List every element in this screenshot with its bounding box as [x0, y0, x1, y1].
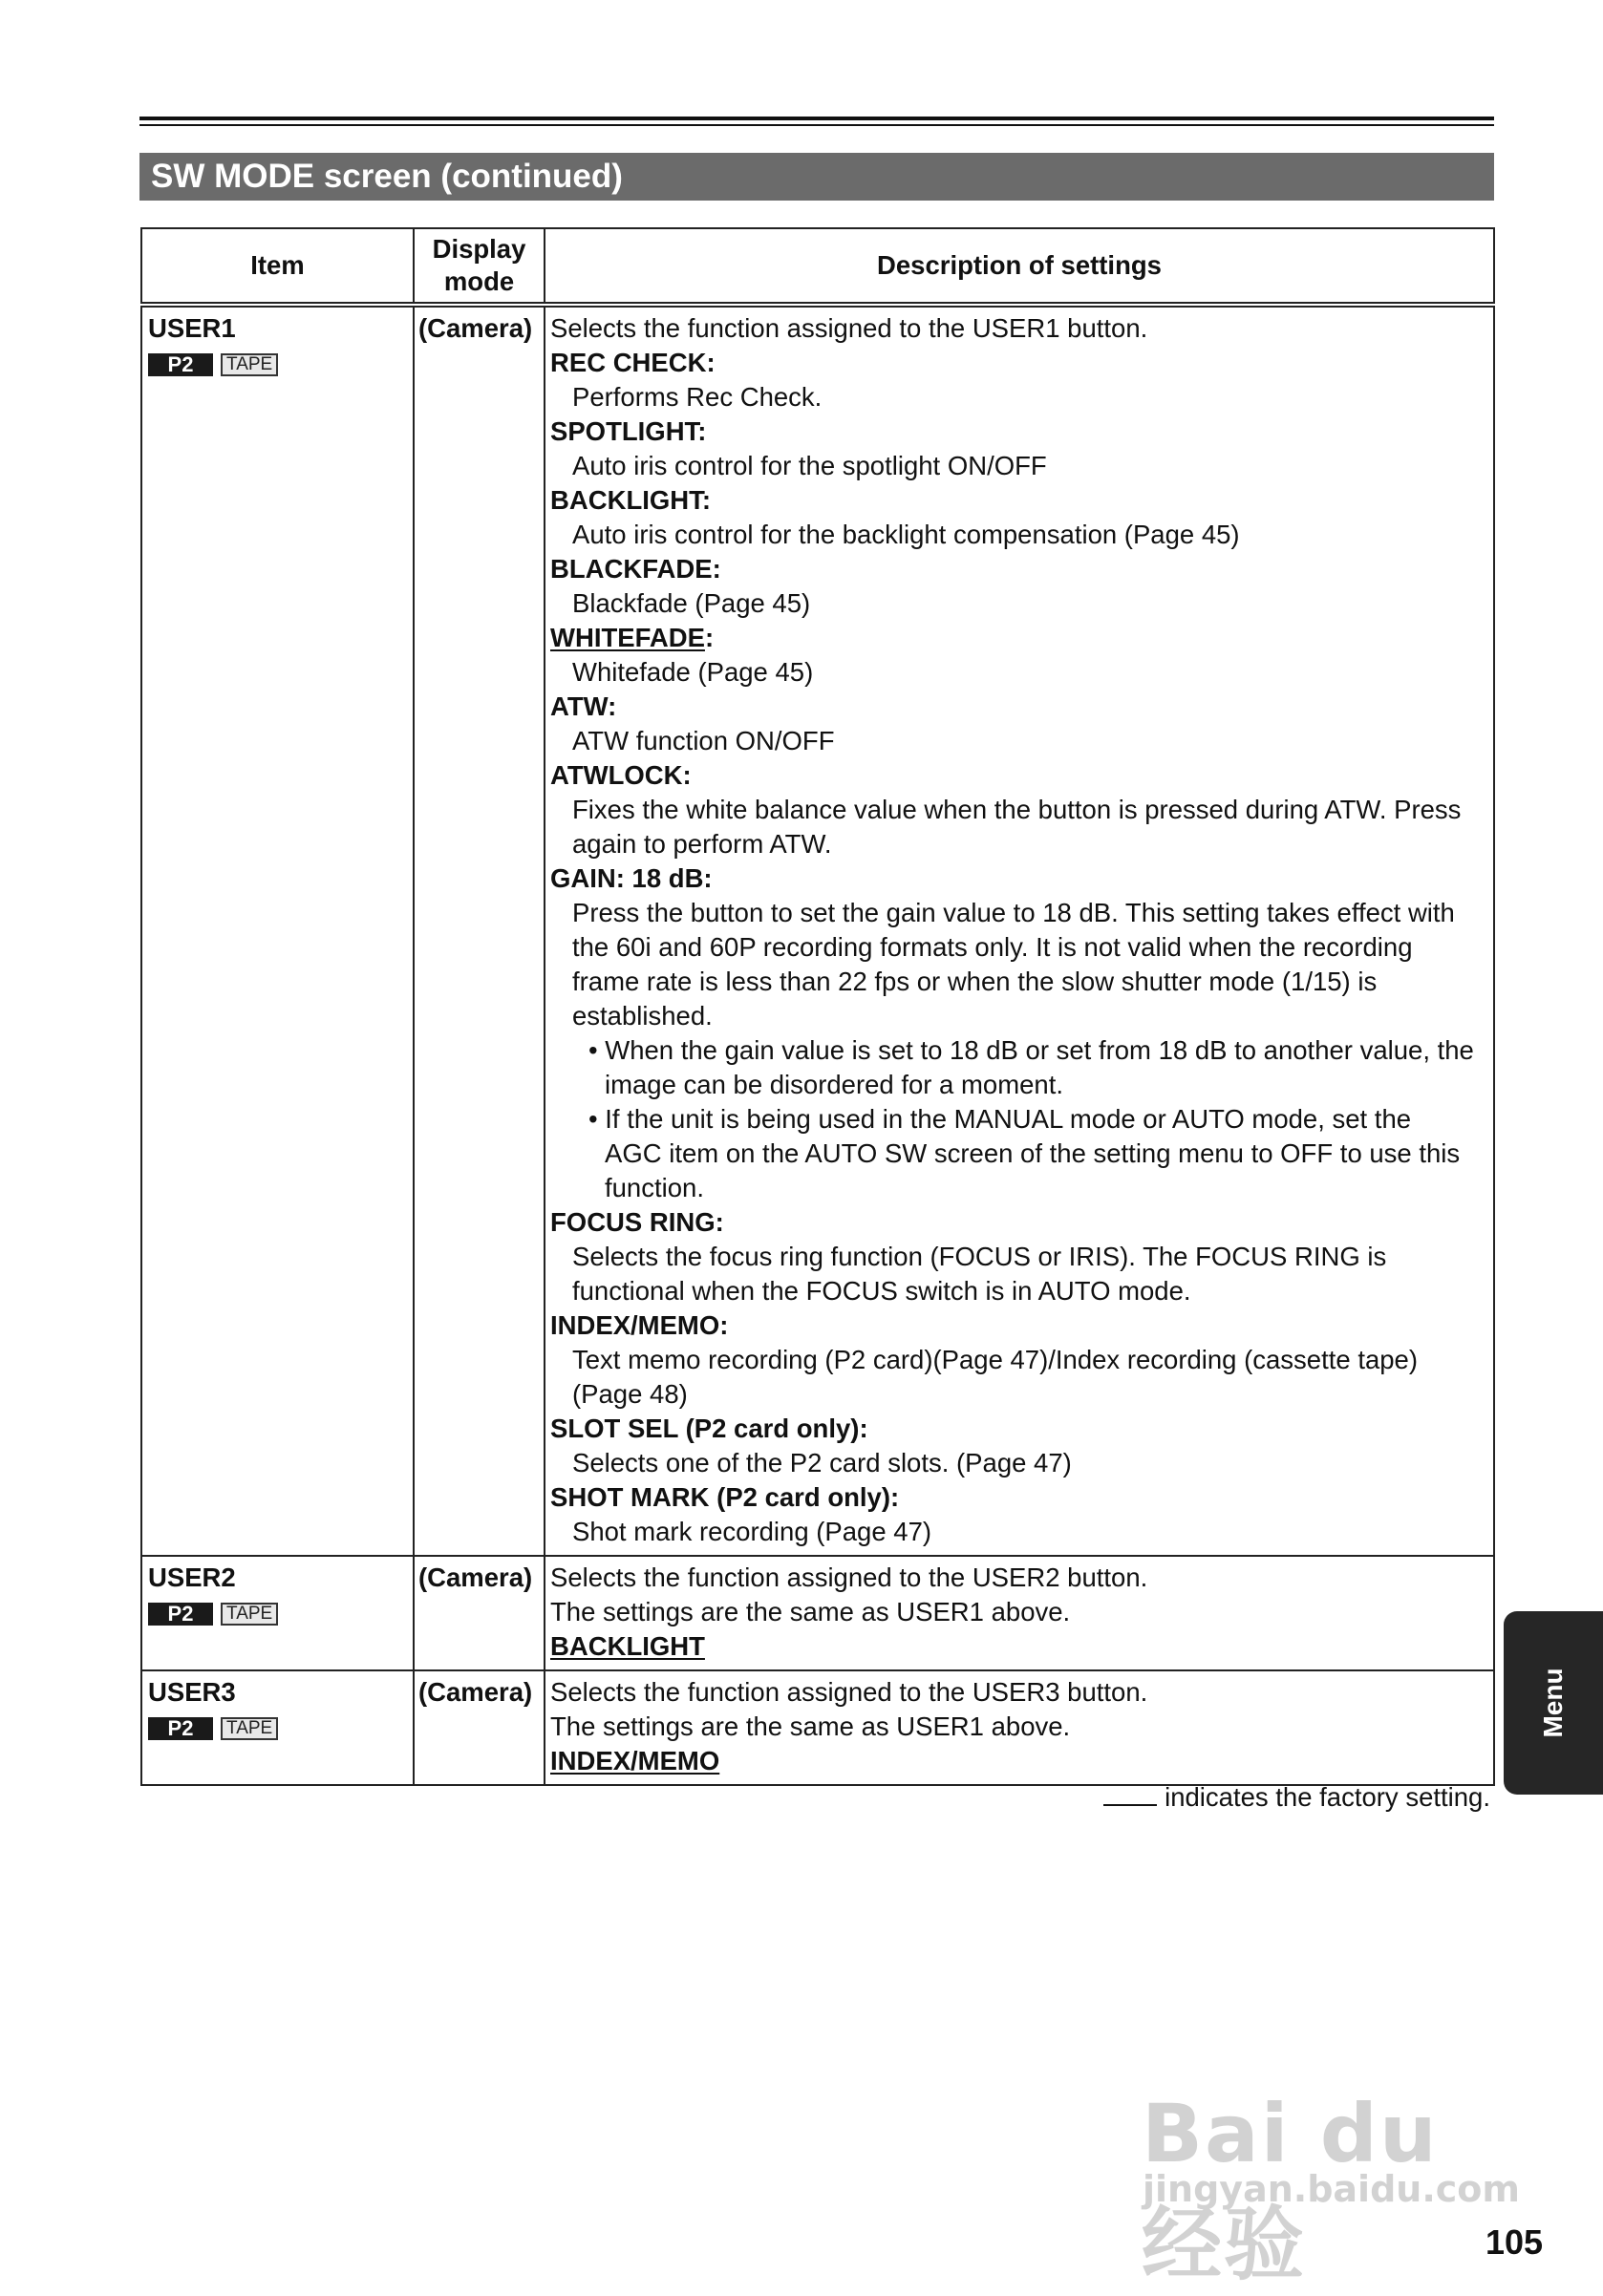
tape-badge: TAPE: [221, 1717, 278, 1740]
factory-setting-underline: INDEX/MEMO: [550, 1746, 720, 1775]
header-display-line1: Display: [432, 234, 526, 264]
tape-badge: TAPE: [221, 1603, 278, 1626]
description-line: The settings are the same as USER1 above.: [550, 1711, 1071, 1741]
header-display-line2: mode: [443, 266, 515, 296]
bullet-line: AGC item on the AUTO SW screen of the setting menu to OFF to use this: [605, 1138, 1461, 1168]
page-number: 105: [1485, 2222, 1544, 2262]
media-badges: [148, 346, 407, 374]
option-name: BACKLIGHT:: [550, 485, 712, 515]
display-mode-cell: (Camera): [414, 1556, 545, 1670]
item-name: USER2: [148, 1563, 236, 1592]
table-header-row: [141, 228, 1494, 305]
display-mode-cell: (Camera): [414, 1670, 545, 1785]
bullet-line: image can be disordered for a moment.: [605, 1070, 1063, 1099]
side-tab-label: Menu: [1538, 1668, 1568, 1738]
option-name: ATW:: [550, 691, 617, 721]
option-desc: Auto iris control for the backlight compensation (Page 45): [572, 520, 1240, 549]
option-desc: Selects one of the P2 card slots. (Page 47): [572, 1448, 1072, 1478]
option-desc: Press the button to set the gain value to 18 dB. This setting takes effect with: [572, 898, 1455, 927]
display-mode-cell: (Camera): [414, 305, 545, 1556]
p2-badge: P2: [148, 353, 213, 376]
option-desc: ATW function ON/OFF: [572, 726, 835, 755]
header-item: Item: [141, 228, 414, 305]
section-title: SW MODE screen (continued): [139, 153, 1494, 201]
bullet-line: • When the gain value is set to 18 dB or set from 18 dB to another value, the: [588, 1035, 1474, 1065]
table-row: [141, 1670, 1494, 1785]
option-desc: Selects the focus ring function (FOCUS or IRIS). The FOCUS RING is: [572, 1242, 1387, 1271]
item-cell: [141, 1670, 414, 1785]
description-cell: [545, 1670, 1494, 1785]
option-name: INDEX/MEMO:: [550, 1310, 729, 1340]
item-name: USER3: [148, 1677, 236, 1707]
option-name: SHOT MARK (P2 card only):: [550, 1482, 900, 1512]
underline-legend: [1103, 1804, 1157, 1806]
media-badges: [148, 1595, 407, 1624]
item-name: USER1: [148, 313, 236, 343]
watermark-logo: Bai du 经验: [1142, 2087, 1439, 2291]
gain-note-bullet: [550, 1033, 1487, 1102]
description-line: The settings are the same as USER1 above.: [550, 1597, 1071, 1626]
description-cell: [545, 305, 1494, 1556]
option-name: BLACKFADE:: [550, 554, 721, 584]
top-rule-thin: [139, 124, 1494, 126]
option-desc: functional when the FOCUS switch is in AUTO mode.: [572, 1276, 1191, 1306]
option-desc: Text memo recording (P2 card)(Page 47)/Index recording (cassette tape): [572, 1345, 1418, 1374]
header-display-mode: [414, 228, 545, 305]
gain-note-bullet: [550, 1102, 1487, 1205]
table-row: [141, 305, 1494, 1556]
bullet-line: • If the unit is being used in the MANUAL mode or AUTO mode, set the: [588, 1104, 1412, 1134]
option-name: REC CHECK:: [550, 348, 716, 377]
option-desc: Shot mark recording (Page 47): [572, 1517, 932, 1546]
factory-setting-line: [550, 1629, 1487, 1664]
option-name: FOCUS RING:: [550, 1207, 724, 1237]
description-line: Selects the function assigned to the USER2 button.: [550, 1563, 1148, 1592]
option-desc: again to perform ATW.: [572, 829, 832, 859]
factory-note-text: indicates the factory setting.: [1165, 1782, 1490, 1812]
media-badges: [148, 1710, 407, 1738]
option-name-suffix: :: [704, 623, 715, 652]
option-name: GAIN: 18 dB:: [550, 863, 713, 893]
description-intro: Selects the function assigned to the USER1 button.: [550, 313, 1148, 343]
item-cell: [141, 305, 414, 1556]
option-desc: frame rate is less than 22 fps or when the slow shutter mode (1/15) is: [572, 967, 1378, 996]
top-rule: [139, 117, 1494, 120]
option-name: ATWLOCK:: [550, 760, 692, 790]
item-cell: [141, 1556, 414, 1670]
tape-badge: TAPE: [221, 353, 278, 376]
factory-setting-underline: BACKLIGHT: [550, 1631, 705, 1661]
factory-setting-note: [1051, 1782, 1490, 1813]
p2-badge: P2: [148, 1717, 213, 1740]
option-desc: (Page 48): [572, 1379, 688, 1409]
option-desc: Whitefade (Page 45): [572, 657, 814, 687]
settings-table: [140, 227, 1495, 1786]
option-desc: Performs Rec Check.: [572, 382, 823, 412]
header-description: Description of settings: [545, 228, 1494, 305]
table-row: [141, 1556, 1494, 1670]
option-desc: the 60i and 60P recording formats only. It is not valid when the recording: [572, 932, 1413, 962]
description-cell: [545, 1556, 1494, 1670]
option-desc: established.: [572, 1001, 713, 1031]
option-name-factory: [550, 621, 1487, 655]
p2-badge: P2: [148, 1603, 213, 1626]
option-desc: Fixes the white balance value when the button is pressed during ATW. Press: [572, 795, 1462, 824]
option-desc: Auto iris control for the spotlight ON/OFF: [572, 451, 1047, 480]
bullet-line: function.: [605, 1173, 704, 1202]
description-line: Selects the function assigned to the USER3 button.: [550, 1677, 1148, 1707]
factory-setting-line: [550, 1744, 1487, 1778]
factory-setting-underline: WHITEFADE: [550, 623, 705, 652]
option-desc: Blackfade (Page 45): [572, 588, 811, 618]
menu-side-tab: [1504, 1611, 1603, 1795]
option-name: SLOT SEL (P2 card only):: [550, 1414, 868, 1443]
option-name: SPOTLIGHT:: [550, 416, 707, 446]
watermark-url: jingyan.baidu.com: [1143, 2168, 1520, 2210]
